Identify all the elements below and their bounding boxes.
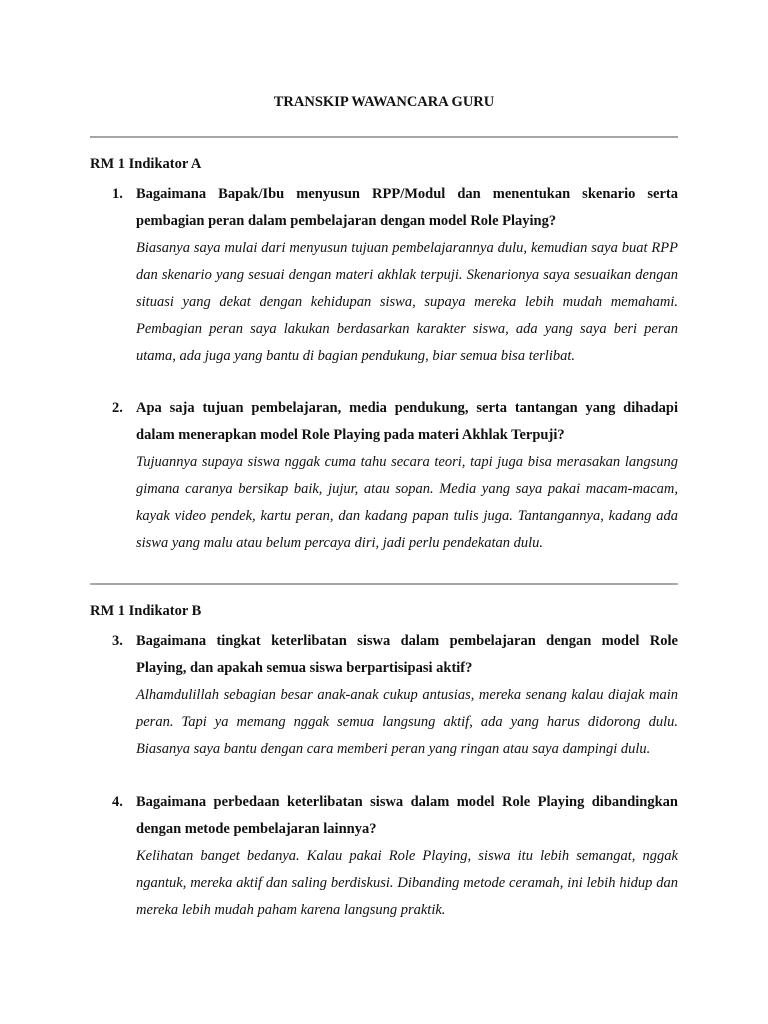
document-title: TRANSKIP WAWANCARA GURU [273,94,495,110]
question-row [90,628,678,682]
qa-item-2 [90,395,678,557]
question-number: 3. [112,633,123,649]
qa-item-4 [90,789,678,924]
qa-item-1 [90,181,678,370]
answer-text: Tujuannya supaya siswa nggak cuma tahu secara teori, tapi juga bisa merasakan langsung gimana caranya bersikap baik, jujur, atau sopan. Media yang saya pakai macam-macam, kayak video pendek, kartu peran, dan kadang papan tulis juga. Tantangannya, kadang ada siswa yang malu atau belum percaya diri, jadi perlu pendekatan dulu. [136,454,678,551]
section-heading-indikator-a: RM 1 Indikator A [90,156,202,172]
question-text: Bagaimana tingkat keterlibatan siswa dalam pembelajaran dengan model Role Playing, dan apakah semua siswa berpartisipasi aktif? [136,633,678,676]
question-number: 2. [112,400,123,416]
qa-item-3 [90,628,678,763]
question-text: Bagaimana Bapak/Ibu menyusun RPP/Modul dan menentukan skenario serta pembagian peran dalam pembelajaran dengan model Role Playing? [136,186,678,229]
question-row [90,181,678,235]
question-number: 4. [112,794,123,810]
answer-text: Biasanya saya mulai dari menyusun tujuan pembelajarannya dulu, kemudian saya buat RPP dan skenario yang sesuai dengan materi akhlak terpuji. Skenarionya saya sesuaikan dengan situasi yang dekat dengan kehidupan siswa, supaya mereka lebih mudah memahami. Pembagian peran saya lakukan berdasarkan karakter siswa, ada yang saya beri peran utama, ada juga yang bantu di bagian pendukung, biar semua bisa terlibat. [136,240,678,364]
question-row [90,789,678,843]
question-row [90,395,678,449]
question-number: 1. [112,186,123,202]
question-text: Apa saja tujuan pembelajaran, media pendukung, serta tantangan yang dihadapi dalam menerapkan model Role Playing pada materi Akhlak Terpuji? [136,400,678,443]
divider-top [90,136,678,138]
answer-text: Alhamdulillah sebagian besar anak-anak cukup antusias, mereka senang kalau diajak main peran. Tapi ya memang nggak semua langsung aktif, ada yang harus didorong dulu. Biasanya saya bantu dengan cara memberi peran yang ringan atau saya dampingi dulu. [136,687,678,757]
question-text: Bagaimana perbedaan keterlibatan siswa dalam model Role Playing dibandingkan dengan metode pembelajaran lainnya? [136,794,678,837]
answer-text: Kelihatan banget bedanya. Kalau pakai Role Playing, siswa itu lebih semangat, nggak ngantuk, mereka aktif dan saling berdiskusi. Dibanding metode ceramah, ini lebih hidup dan mereka lebih mudah paham karena langsung praktik. [136,848,678,918]
section-heading-indikator-b: RM 1 Indikator B [90,603,202,619]
divider-middle [90,583,678,585]
